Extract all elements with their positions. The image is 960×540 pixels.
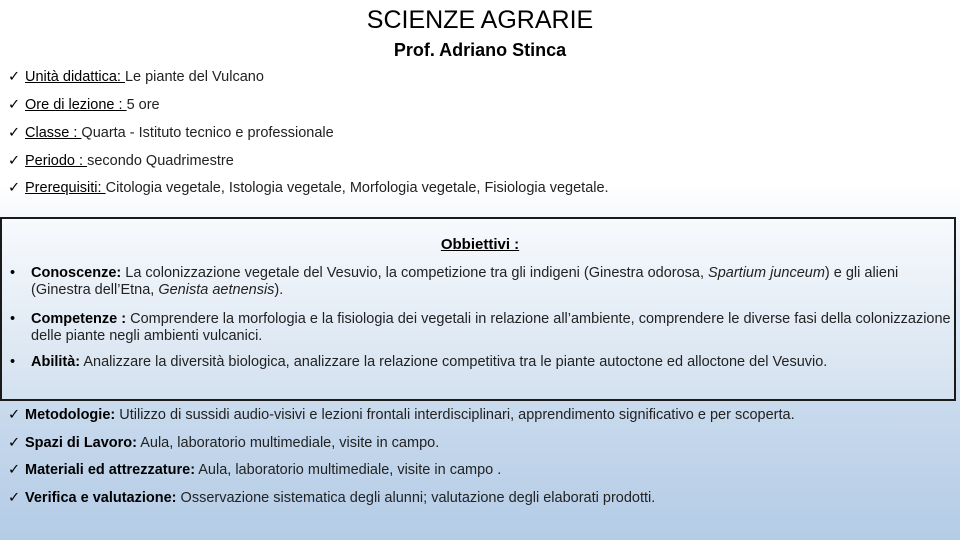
checkmark-icon: ✓ xyxy=(8,490,21,506)
info-label: Unità didattica: xyxy=(25,69,125,85)
info-row-periodo xyxy=(8,153,234,169)
info-label: Periodo : xyxy=(25,153,88,169)
species-name: Genista aetnensis xyxy=(158,282,275,298)
objectives-box xyxy=(0,217,956,401)
objective-text: ). xyxy=(274,282,284,298)
checkmark-icon: ✓ xyxy=(8,462,21,478)
objective-text: ) e gli alieni (Ginestra dell’Etna, xyxy=(31,265,899,298)
info-value: Le piante del Vulcano xyxy=(124,69,264,85)
method-value: Osservazione sistematica degli alunni; valutazione degli elaborati prodotti. xyxy=(176,490,656,506)
info-value: secondo Quadrimestre xyxy=(87,153,234,169)
method-row-materiali xyxy=(8,462,501,478)
info-label: Prerequisiti: xyxy=(25,180,106,196)
method-row-verifica xyxy=(8,490,655,506)
objectives-title: Obbiettivi : xyxy=(440,236,520,253)
info-row-ore xyxy=(8,97,160,113)
method-value: Aula, laboratorio multimediale, visite in campo . xyxy=(195,462,502,478)
info-label: Classe : xyxy=(25,125,82,141)
page-title: SCIENZE AGRARIE xyxy=(366,6,594,34)
objective-text: La colonizzazione vegetale del Vesuvio, la competizione tra gli indigeni (Ginestra odorosa, xyxy=(121,265,709,281)
method-value: Aula, laboratorio multimediale, visite in campo. xyxy=(137,435,440,451)
checkmark-icon: ✓ xyxy=(8,69,21,85)
checkmark-icon: ✓ xyxy=(8,407,21,423)
objective-competenze xyxy=(31,311,951,345)
objective-label: Abilità: xyxy=(31,354,81,370)
objective-abilita xyxy=(31,354,951,371)
info-value: Quarta - Istituto tecnico e professionale xyxy=(81,125,334,141)
objective-label: Conoscenze: xyxy=(31,265,122,281)
info-row-classe xyxy=(8,125,334,141)
method-label: Metodologie: xyxy=(25,407,116,423)
objective-text: Comprendere la morfologia e la fisiologia dei vegetali in relazione all’ambiente, comprendere le diverse fasi della colonizzazione delle piante negli ambienti vulcanici. xyxy=(31,311,951,344)
species-name: Spartium junceum xyxy=(708,265,825,281)
bullet-icon: • xyxy=(10,311,16,327)
method-label: Materiali ed attrezzature: xyxy=(25,462,196,478)
info-row-unita xyxy=(8,69,264,85)
teacher-name: Prof. Adriano Stinca xyxy=(393,40,567,60)
checkmark-icon: ✓ xyxy=(8,435,21,451)
objective-text: Analizzare la diversità biologica, analizzare la relazione competitiva tra le piante autoctone ed alloctone del Vesuvio. xyxy=(80,354,828,370)
checkmark-icon: ✓ xyxy=(8,97,21,113)
method-value: Utilizzo di sussidi audio-visivi e lezioni frontali interdisciplinari, apprendimento significativo e per scoperta. xyxy=(115,407,795,423)
checkmark-icon: ✓ xyxy=(8,153,21,169)
method-row-spazi xyxy=(8,435,439,451)
bullet-icon: • xyxy=(10,265,16,281)
bullet-icon: • xyxy=(10,354,16,370)
method-label: Verifica e valutazione: xyxy=(25,490,177,506)
info-row-prerequisiti xyxy=(8,180,609,196)
objective-conoscenze xyxy=(31,265,951,299)
method-row-metodologie xyxy=(8,407,795,423)
objective-label: Competenze : xyxy=(31,311,127,327)
info-value: 5 ore xyxy=(126,97,160,113)
checkmark-icon: ✓ xyxy=(8,180,21,196)
info-value: Citologia vegetale, Istologia vegetale, Morfologia vegetale, Fisiologia vegetale. xyxy=(105,180,609,196)
method-label: Spazi di Lavoro: xyxy=(25,435,137,451)
checkmark-icon: ✓ xyxy=(8,125,21,141)
info-label: Ore di lezione : xyxy=(25,97,127,113)
